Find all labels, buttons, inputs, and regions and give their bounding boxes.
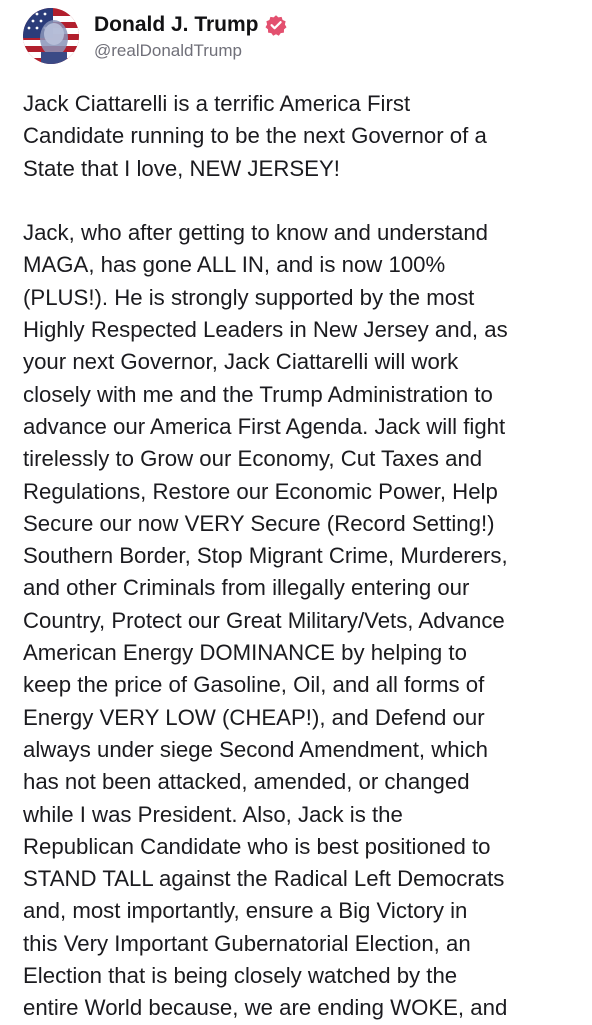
post-body <box>23 88 583 1025</box>
flag-portrait-avatar-icon <box>23 8 79 64</box>
author-handle[interactable]: @realDonaldTrump <box>94 40 242 60</box>
author-display-name[interactable]: Donald J. Trump <box>94 12 259 36</box>
author-identity <box>94 12 287 61</box>
avatar[interactable] <box>23 8 79 64</box>
verified-badge-icon <box>265 14 287 36</box>
post-paragraph: Jack, who after getting to know and understand MAGA, has gone ALL IN, and is now 100% (PLUS!). He is strongly supported by the most Highly Respected Leaders in New Jersey and, as your next Governor, Jack Ciattarelli will work closely with me and the Trump Administration to advance our America First Agenda. Jack will fight tirelessly to Grow our Economy, Cut Taxes and Regulations, Restore our Economic Power, Help Secure our now VERY Secure (Record Setting!) Southern Border, Stop Migrant Crime, Murderers, and other Criminals from illegally entering our Country, Protect our Great Military/Vets, Advance American Energy DOMINANCE by helping to keep the price of Gasoline, Oil, and all forms of Energy VERY LOW (CHEAP!), and Defend our always under siege Second Amendment, which has not been attacked, amended, or changed while I was President. Also, Jack is the Republican Candidate who is best positioned to STAND TALL against the Radical Left Democrats and, most importantly, ensure a Big Victory in this Very Important Gubernatorial Election, an Election that is being closely watched by the entire World because, we are ending WOKE, and <box>23 220 508 1021</box>
post-header <box>23 8 287 64</box>
post-paragraph: Jack Ciattarelli is a terrific America First Candidate running to be the next Governor of a State that I love, NEW JERSEY! <box>23 91 487 181</box>
name-row <box>94 12 287 38</box>
